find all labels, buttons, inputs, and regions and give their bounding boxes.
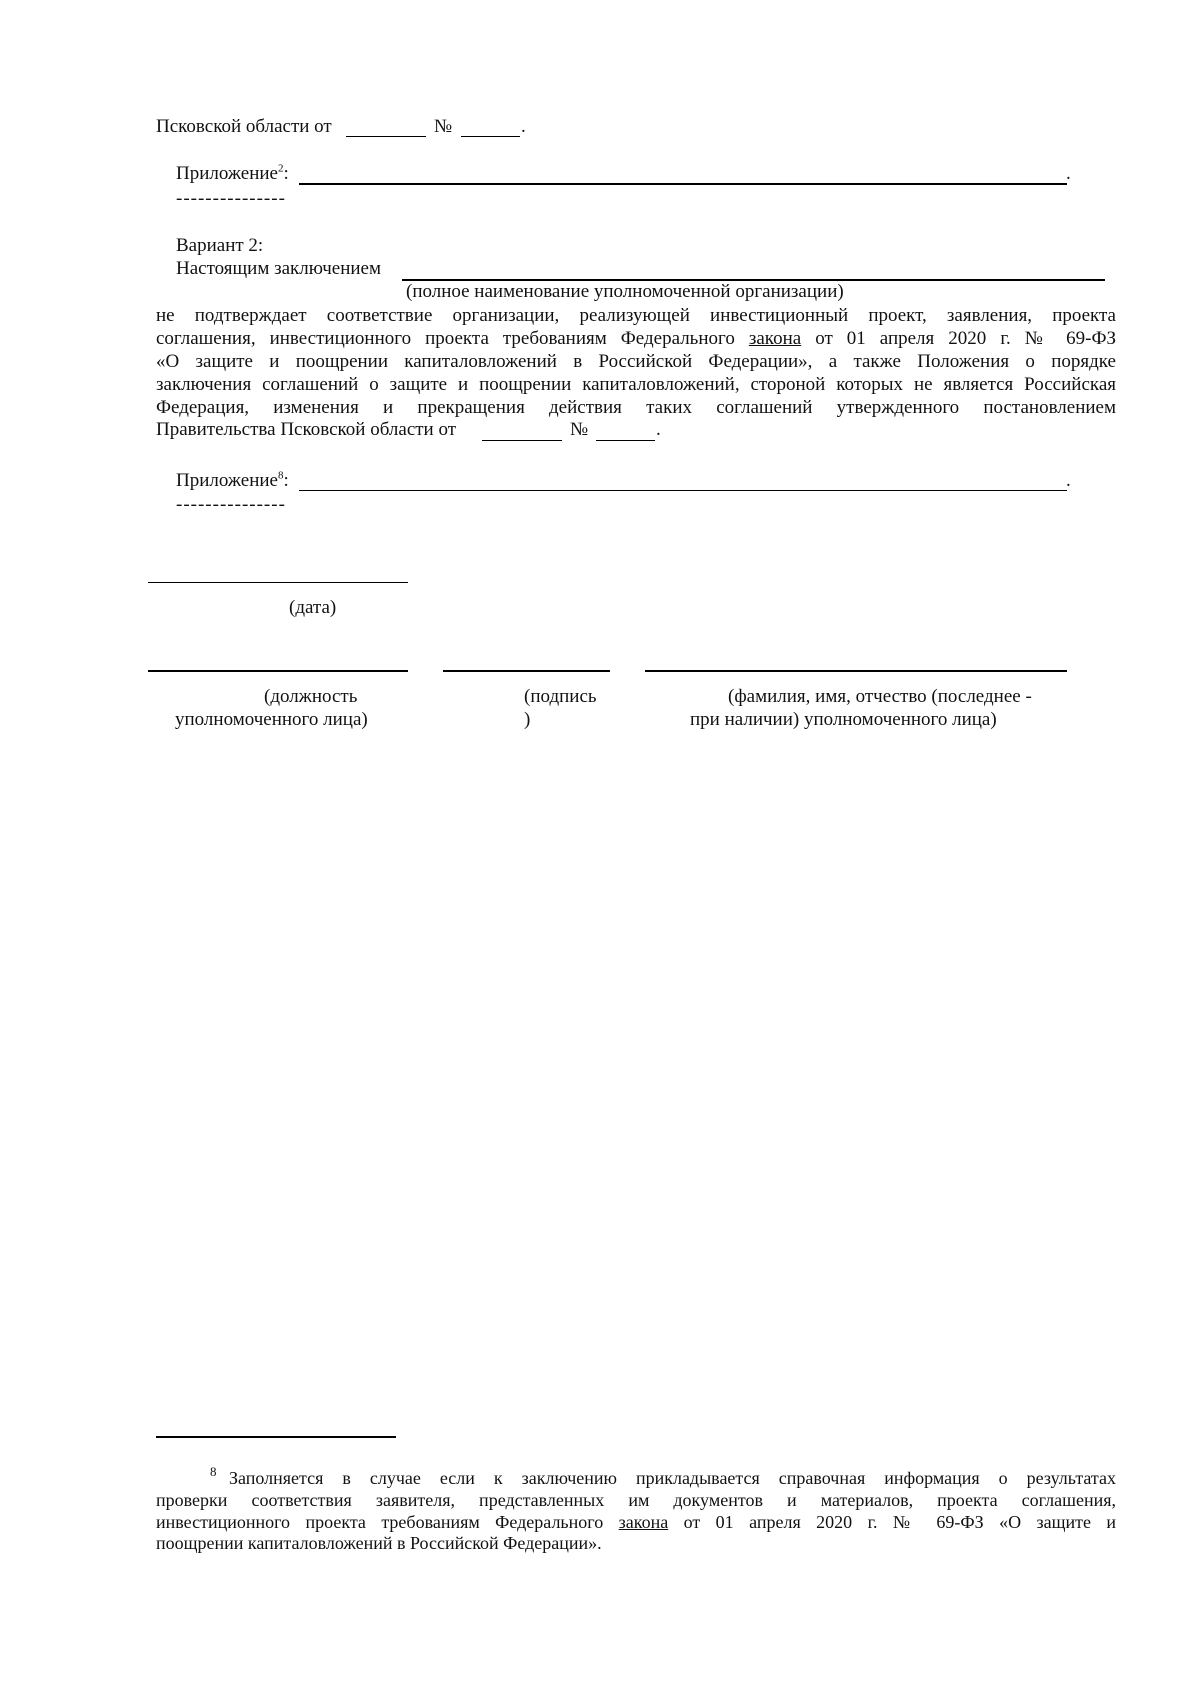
attachment-2-end-dot: .: [1066, 470, 1071, 491]
attachment-2-blank[interactable]: [299, 490, 1067, 491]
variant-intro: Настоящим заключением: [176, 258, 381, 279]
top-line: [156, 116, 332, 138]
footnote-line-4: поощрении капиталовложений в Российской Федерации».: [156, 1533, 602, 1553]
position-caption-2: уполномоченного лица): [175, 709, 368, 730]
signature-caption-2: ): [524, 709, 531, 730]
footnote-line-3-b: от 01 апреля 2020 г. № 69-ФЗ «О защите и: [668, 1512, 1117, 1532]
law-link-1[interactable]: закона: [748, 328, 802, 349]
footnote-line-1: Заполняется в случае если к заключению прикладывается справочная информация о результатах: [229, 1468, 1116, 1488]
body-line-2-b: от 01 апреля 2020 г. № 69-ФЗ: [801, 328, 1116, 349]
attachment-1-blank[interactable]: [299, 183, 1067, 185]
full-name-caption-2: при наличии) уполномоченного лица): [690, 709, 997, 730]
attachment-2-colon: :: [283, 470, 289, 491]
signature-blank[interactable]: [443, 670, 610, 672]
law-link-2[interactable]: закона: [618, 1512, 669, 1532]
top-end-dot: .: [521, 116, 526, 137]
full-name-caption-1: (фамилия, имя, отчество (последнее -: [728, 686, 1032, 707]
body-date-blank[interactable]: [482, 440, 562, 441]
body-line-3: «О защите и поощрении капиталовложений в Российской Федерации», а также Положения о порядке: [156, 351, 1116, 372]
date-blank[interactable]: [148, 582, 408, 583]
attachment-2-footnote-ref: 8: [277, 469, 284, 482]
date-caption: (дата): [289, 597, 337, 618]
attachment-1-label-text: Приложение: [176, 163, 278, 184]
body-line-4: заключения соглашений о защите и поощрении капиталовложений, стороной которых не является Российская: [156, 374, 1116, 395]
top-number-blank[interactable]: [461, 136, 520, 137]
body-line-1: не подтверждает соответствие организации, реализующей инвестиционный проект, заявления, проекта: [156, 305, 1116, 326]
position-blank[interactable]: [148, 670, 408, 672]
attachment-1-dashes: ---------------: [176, 188, 286, 209]
org-name-caption: (полное наименование уполномоченной организации): [406, 281, 844, 302]
top-no-sign: №: [434, 116, 453, 137]
attachment-1-end-dot: .: [1066, 163, 1071, 184]
top-date-blank[interactable]: [346, 136, 426, 137]
footnote-line-3-a: инвестиционного проекта требованиям Федерального: [156, 1512, 619, 1532]
body-line-5: Федерация, изменения и прекращения действия таких соглашений утвержденного постановлением: [156, 397, 1116, 418]
position-caption-1: (должность: [264, 686, 358, 707]
top-line-text: Псковской области от: [156, 116, 332, 137]
footnote-line-3: [156, 1511, 1116, 1533]
body-line-6: Правительства Псковской области от: [156, 419, 457, 440]
footnote-number: 8: [210, 1464, 217, 1479]
attachment-1-colon: :: [283, 163, 289, 184]
variant-title: Вариант 2:: [176, 235, 264, 256]
signature-caption-1: (подпись: [524, 686, 597, 707]
attachment-2-label-text: Приложение: [176, 470, 278, 491]
attachment-1-footnote-ref: 2: [277, 162, 284, 175]
footnote-separator: [156, 1436, 396, 1438]
body-no-sign: №: [570, 419, 589, 440]
body-number-blank[interactable]: [596, 440, 655, 441]
body-end-dot: .: [656, 419, 661, 440]
attachment-2-label: [176, 470, 289, 492]
attachment-1-label: [176, 163, 289, 185]
body-line-2: [156, 327, 1116, 350]
body-line-2-a: соглашения, инвестиционного проекта требованиям Федерального: [156, 328, 749, 349]
full-name-blank[interactable]: [645, 670, 1067, 672]
footnote-line-2: проверки соответствия заявителя, представленных им документов и материалов, проекта соглашения,: [156, 1490, 1116, 1510]
attachment-2-dashes: ---------------: [176, 494, 286, 515]
